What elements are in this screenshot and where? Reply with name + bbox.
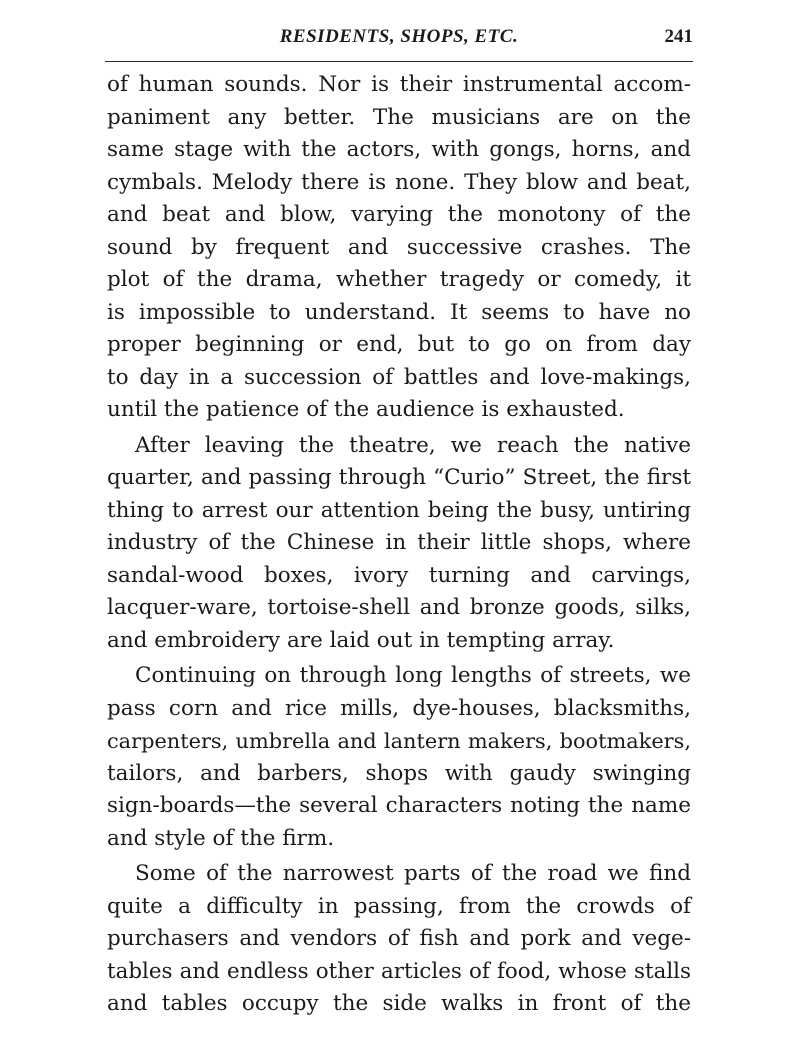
text-line: sound by frequent and successive crashes. The (107, 234, 691, 260)
text-line: After leaving the theatre, we reach the native (135, 432, 691, 458)
paragraph-4 (107, 858, 691, 1021)
text-line: and tables occupy the side walks in front of the (107, 991, 691, 1016)
body-text (107, 69, 691, 1024)
text-line: until the patience of the audience is exhausted. (107, 397, 625, 422)
text-line: to day in a succession of battles and love-makings, (107, 364, 691, 390)
text-line: plot of the drama, whether tragedy or comedy, it (107, 267, 691, 292)
text-line: tables and endless other articles of food, whose stalls (107, 958, 691, 984)
text-line: of human sounds. Nor is their instrumental accom- (107, 72, 691, 97)
page-header (105, 18, 693, 54)
text-line: tailors, and barbers, shops with gaudy swinging (107, 760, 691, 786)
text-line: and embroidery are laid out in tempting array. (107, 627, 615, 653)
text-line: purchasers and vendors of fish and pork and vege- (107, 926, 691, 951)
text-line: is impossible to understand. It seems to have no (107, 299, 691, 325)
text-line: sign-boards—the several characters noting the name (107, 793, 691, 818)
text-line: and beat and blow, varying the monotony of the (107, 202, 691, 227)
text-line: industry of the Chinese in their little shops, where (107, 530, 691, 555)
text-line: pass corn and rice mills, dye-houses, blacksmiths, (107, 695, 691, 721)
text-line: quarter, and passing through “Curio” Street, the first (107, 465, 691, 490)
paragraph-3 (107, 660, 691, 855)
text-line: sandal-wood boxes, ivory turning and carvings, (107, 562, 691, 588)
text-line: and style of the firm. (107, 825, 335, 851)
running-head: RESIDENTS, SHOPS, ETC. (279, 26, 519, 47)
text-line: Continuing on through long lengths of streets, we (135, 663, 691, 688)
page-number: 241 (664, 26, 693, 47)
text-line: carpenters, umbrella and lantern makers, bootmakers, (107, 729, 691, 753)
text-line: proper beginning or end, but to go on from day (107, 332, 691, 357)
text-line: quite a difficulty in passing, from the crowds of (107, 893, 691, 919)
paragraph-2 (107, 430, 691, 658)
text-line: Some of the narrowest parts of the road we find (135, 861, 691, 886)
paragraph-1 (107, 69, 691, 427)
text-line: same stage with the actors, with gongs, horns, and (107, 137, 691, 162)
header-rule (105, 61, 693, 62)
text-line: cymbals. Melody there is none. They blow and beat, (107, 169, 691, 195)
text-line: paniment any better. The musicians are on the (107, 104, 691, 130)
text-line: thing to arrest our attention being the busy, untiring (107, 497, 691, 523)
text-line: lacquer-ware, tortoise-shell and bronze goods, silks, (107, 595, 691, 620)
